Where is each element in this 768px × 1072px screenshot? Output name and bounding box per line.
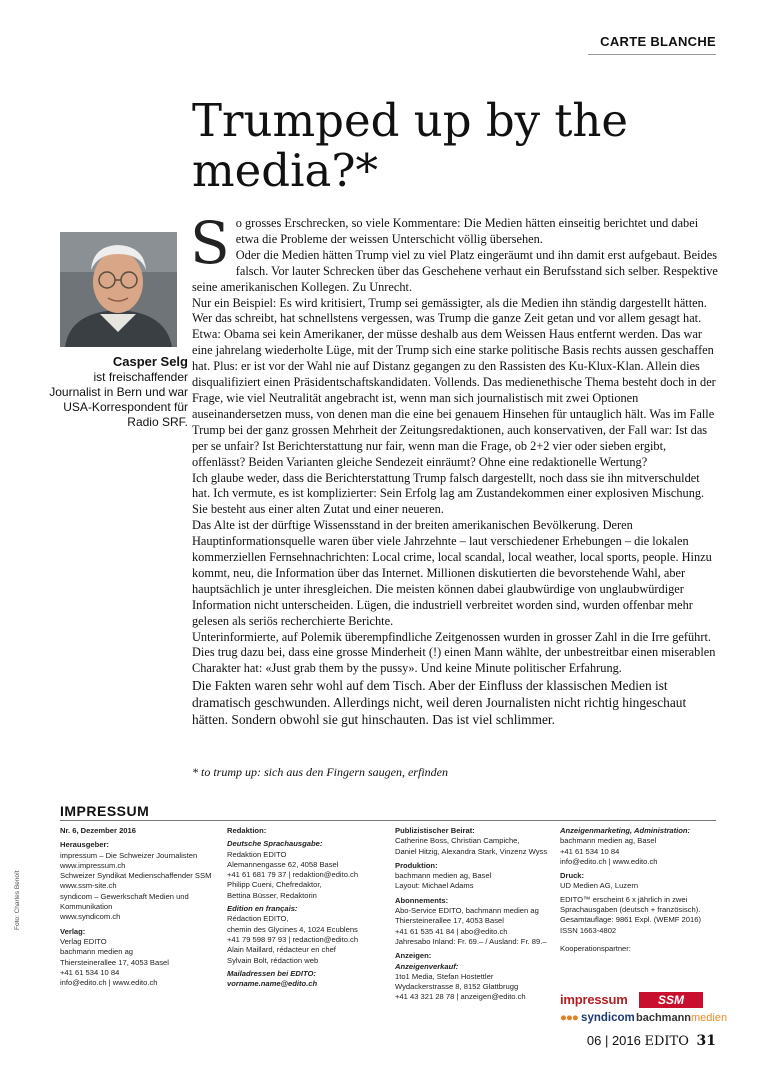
german-edition-line: Bettina Büsser, Redaktorin <box>227 890 317 900</box>
folio-magazine: EDITO <box>644 1034 689 1049</box>
verlag-heading: Verlag: <box>60 926 86 936</box>
info-line: ISSN 1663-4802 <box>560 925 617 935</box>
article-paragraph: Unterinformierte, auf Polemik überempfindliche Zeitgenossen wurden in grosser Zahl in die Irre geführt. Dies trug dazu bei, dass eine grosse Minderheit (!) einen Mann wählte, der unbestreitbar einen miserablen Charakter hat: «Just grab them by the pussy». Und keine Minute politischer Erfahrung. <box>192 629 716 676</box>
author-photo <box>60 232 177 347</box>
info-line: Sprachausgaben (deutsch + französisch). <box>560 905 701 915</box>
article-title: Trumped up by the media?* <box>192 94 629 197</box>
french-edition-line: Sylvain Bolt, rédaction web <box>227 955 319 965</box>
subscriptions-heading: Abonnements: <box>395 895 449 905</box>
publisher-heading: Herausgeber: <box>60 840 109 850</box>
publisher-line: syndicom – Gewerkschaft Medien und <box>60 891 189 901</box>
ads-heading: Anzeigen: <box>395 951 432 961</box>
verlag-line: Verlag EDITO <box>60 936 107 946</box>
info-line: Gesamtauflage: 9861 Expl. (WEMF 2016) <box>560 915 701 925</box>
marketing-heading: Anzeigenmarketing, Administration: <box>560 826 691 835</box>
article-paragraph: Die Fakten waren sehr wohl auf dem Tisch. Aber der Einfluss der klassischen Medien ist dramatisch geschwunden. Allerdings nicht, weil deren Journalisten nicht richtig hingeschaut hätten. Sondern obwohl sie gut hinschauten. Das ist viel schlimmer. <box>192 678 687 728</box>
impressum-title: IMPRESSUM <box>60 803 150 819</box>
mail-heading: Mailadressen bei EDITO: <box>227 968 316 978</box>
rubric-divider <box>588 54 716 55</box>
verlag-line: bachmann medien ag <box>60 947 134 957</box>
syndicom-dots-icon: ●●● <box>560 1012 578 1024</box>
publisher-line: Kommunikation <box>60 902 113 912</box>
author-name: Casper Selg <box>112 354 188 369</box>
french-edition-line: chemin des Glycines 4, 1024 Ecublens <box>227 924 358 934</box>
impressum-column-4 <box>560 826 720 954</box>
ad-sales-line: Wydackerstrasse 8, 8152 Glattbrugg <box>395 982 519 992</box>
production-line: bachmann medien ag, Basel <box>395 871 492 881</box>
redaktion-heading: Redaktion: <box>227 826 267 835</box>
publisher-line: impressum – Die Schweizer Journalisten <box>60 850 198 860</box>
german-edition-line: Redaktion EDITO <box>227 849 287 859</box>
print-line: UD Medien AG, Luzern <box>560 881 639 891</box>
german-edition-line: Alemannengasse 62, 4058 Basel <box>227 859 339 869</box>
section-rubric: CARTE BLANCHE <box>600 34 716 49</box>
german-edition-line: Philipp Cueni, Chefredaktor, <box>227 880 322 890</box>
impressum-column-3 <box>395 826 560 1003</box>
article-body <box>190 209 720 728</box>
marketing-line: bachmann medien ag, Basel <box>560 836 657 846</box>
production-heading: Produktion: <box>395 860 438 870</box>
ad-sales-heading: Anzeigenverkauf: <box>395 961 459 971</box>
partners-heading: Kooperationspartner: <box>560 943 631 953</box>
mail-pattern: vorname.name@edito.ch <box>227 979 318 989</box>
ssm-logo: SSM <box>639 992 703 1008</box>
publisher-line: Schweizer Syndikat Medienschaffender SSM <box>60 871 212 881</box>
german-edition-heading: Deutsche Sprachausgabe: <box>227 839 323 849</box>
verlag-line: Thiersteinerallee 17, 4053 Basel <box>60 957 169 967</box>
production-line: Layout: Michael Adams <box>395 881 474 891</box>
article-paragraph: Nur ein Beispiel: Es wird kritisiert, Trump sei gemässigter, als die Medien ihn ständig dargestellt hätten. Wer das schreibt, hat schnellstens vergessen, was Trump die ganze Zeit getan und vor allem gesagt hat. Etwa: Obama sei kein Amerikaner, der müsse deshalb aus dem Weissen Haus entfernt werden. Das war eine jahrelang wiederholte Lüge, mit der Trump sich eine starke politische Basis rechts aussen geschaffen hat. Plus: er ist vor der Wahl nie auf Distanz gegangen zu den Rassisten des Ku-Klux-Klan. Allein dies disqualifiziert einen Präsidentschaftskandidaten. Vollends. Das medienethische Thema besteht doch in der Frage, wie viel Neutralität angebracht ist, wenn man sich journalistisch mit zwei Optionen auseinandersetzen muss, von denen man die eine bei genauem Hinsehen für untauglich hält. Was im Falle Trump bei der ganz grossen Mehrheit der Zeitungsredaktionen, auch konservativen, der Fall war: Ist das per se unfair? Ist Berichterstattung nur fair, wenn man die Frage, ob 2+2 vier oder sieben ergibt, offenlässt? Beiden Varianten gleiche Sendezeit einräumt? Ohne eine redaktionelle Wertung? <box>192 295 716 469</box>
page-folio <box>587 1033 716 1049</box>
subscriptions-line: Abo-Service EDITO, bachmann medien ag <box>395 906 539 916</box>
article-paragraph: Oder die Medien hätten Trump viel zu viel Platz eingeräumt und ihn damit erst aufgebaut. Beides falsch. Vor lauter Schrecken über das Geschehene verhaut ein Berufsstand sich selber. Respektive seine amerikanischen Kollegen. Zu Unrecht. <box>192 247 718 294</box>
french-edition-line: Alain Maillard, rédacteur en chef <box>227 945 336 955</box>
impressum-logo: impressum <box>560 992 628 1007</box>
article-paragraph: Das Alte ist der dürftige Wissensstand in der breiten amerikanischen Bevölkerung. Deren Hauptinformationsquelle waren über viele Jahrzehnte – laut verschiedener Erhebungen – die lokalen kommerziellen Fernsehnachrichten: Local crime, local scandal, local weather, local sports, people. Hinzu kommt, neu, die Information über das Internet. Millionen diskutierten die bevorstehende Wahl, aber hauptsächlich je unter ihresgleichen. Die meisten können dabei glaubwürdige von unglaubwürdiger Information nicht unterscheiden. Lügen, die industriell verbreitet worden sind, wurden offenbar mehr gelesen als seriös recherchierte Berichte. <box>192 518 712 628</box>
verlag-line: info@edito.ch | www.edito.ch <box>60 978 158 988</box>
ad-sales-line: +41 43 321 28 78 | anzeigen@edito.ch <box>395 992 526 1002</box>
author-bio: ist freischaffender Journalist in Bern und war USA-Korrespondent für Radio SRF. <box>49 370 188 429</box>
advisory-board-line: Catherine Boss, Christian Campiche, <box>395 836 520 846</box>
bachmann-medien-logo: bachmannmedien <box>636 1012 728 1024</box>
subscriptions-line: +41 61 535 41 84 | abo@edito.ch <box>395 926 508 936</box>
publisher-line: www.impressum.ch <box>60 860 126 870</box>
article-paragraph: So grosses Erschrecken, so viele Kommentare: Die Medien hätten einseitig berichtet und dabei etwa die Probleme der weissen Unterschicht völlig übersehen. <box>190 209 699 277</box>
marketing-line: info@edito.ch | www.edito.ch <box>560 856 658 866</box>
german-edition-line: +41 61 681 79 37 | redaktion@edito.ch <box>227 870 359 880</box>
folio-issue: 06 | 2016 <box>586 1033 641 1048</box>
french-edition-line: Rédaction EDITO, <box>227 914 289 924</box>
marketing-line: +41 61 534 10 84 <box>560 846 620 856</box>
drop-cap: S <box>190 209 230 277</box>
print-heading: Druck: <box>560 871 585 881</box>
ad-sales-line: 1to1 Media, Stefan Hostettler <box>395 971 494 981</box>
article-paragraph: Ich glaube weder, dass die Berichterstattung Trump falsch dargestellt, noch dass sie ihn mitverschuldet hat. Ich vermute, es ist komplizierter: Sein Erfolg lag am Zustandekommen einer explosiven Mischung. Sie besteht aus einer alten Zutat und einer neueren. <box>192 470 705 517</box>
advisory-board-heading: Publizistischer Beirat: <box>395 826 475 835</box>
french-edition-heading: Edition en français: <box>227 904 298 914</box>
french-edition-line: +41 79 598 97 93 | redaction@edito.ch <box>227 934 359 944</box>
syndicom-logo: ●●● syndicom <box>560 1012 635 1024</box>
subscriptions-line: Thiersteinerallee 17, 4053 Basel <box>395 916 504 926</box>
issue-number: Nr. 6, Dezember 2016 <box>60 826 136 835</box>
subscriptions-line: Jahresabo Inland: Fr. 69.– / Ausland: Fr. 89.– <box>395 936 547 946</box>
publisher-line: www.syndicom.ch <box>60 912 121 922</box>
advisory-board-line: Daniel Hitzig, Alexandra Stark, Vinzenz Wyss <box>395 846 548 856</box>
publisher-line: www.ssm-site.ch <box>60 881 117 891</box>
impressum-divider <box>60 820 716 821</box>
impressum-column-1 <box>60 826 225 988</box>
page-number: 31 <box>696 1033 716 1049</box>
impressum-column-2 <box>227 826 392 989</box>
info-line: EDITO™ erscheint 6 x jährlich in zwei <box>560 894 688 904</box>
footnote: * to trump up: sich aus den Fingern saugen, erfinden <box>192 765 448 779</box>
photo-credit: Foto: Charles Benoît <box>14 870 21 930</box>
verlag-line: +41 61 534 10 84 <box>60 967 120 977</box>
